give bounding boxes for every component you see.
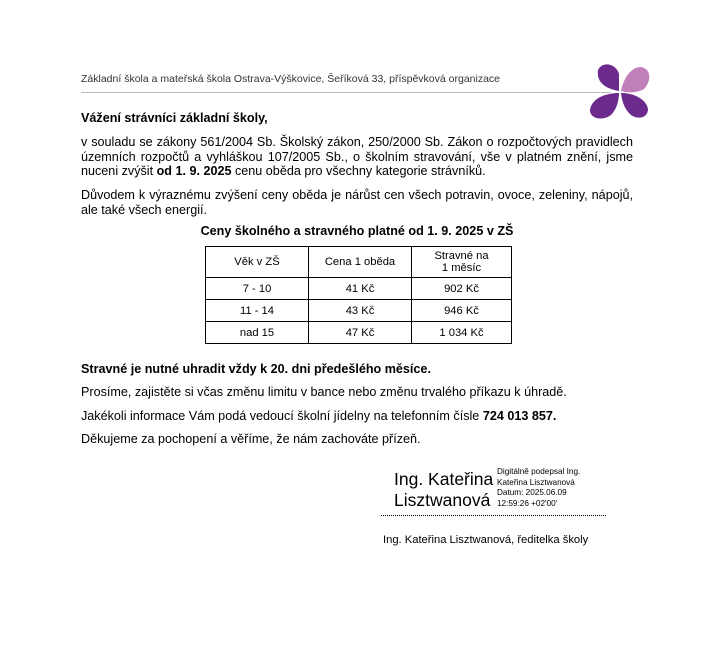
header-monthly-line1: Stravné na (434, 250, 489, 262)
header-monthly-line2: 1 měsíc (441, 262, 482, 274)
cell-monthly-fee: 946 Kč (412, 300, 512, 322)
paragraph-reason: Důvodem k výraznému zvýšení ceny oběda je nárůst cen všech potravin, ovoce, zeleniny, nápojů, ale také všech energií. (81, 188, 633, 217)
cell-lunch-price: 47 Kč (309, 322, 412, 344)
cell-monthly-fee: 1 034 Kč (412, 322, 512, 344)
cell-monthly-fee: 902 Kč (412, 278, 512, 300)
cell-age: 7 - 10 (206, 278, 309, 300)
table-header-row (206, 247, 512, 278)
paragraph-contact (81, 409, 633, 424)
table-row (206, 300, 512, 322)
price-table-title: Ceny školného a stravného platné od 1. 9. 2025 v ZŠ (200, 224, 514, 238)
paragraph-thanks: Děkujeme za pochopení a věříme, že nám zachováte přízeň. (81, 432, 421, 446)
digital-signature-details (497, 467, 580, 509)
signature-meta-date: Datum: 2025.06.09 (497, 488, 567, 497)
signature-dotted-line (381, 515, 606, 516)
paragraph-legal-end: cenu oběda pro všechny kategorie strávníků. (231, 164, 486, 178)
header-divider (81, 92, 611, 93)
school-header: Základní škola a mateřská škola Ostrava-Výškovice, Šeříková 33, příspěvková organizace (81, 73, 501, 85)
effective-date: od 1. 9. 2025 (156, 164, 232, 178)
cell-age: nad 15 (206, 322, 309, 344)
paragraph-legal-text: v souladu se zákony 561/2004 Sb. Školský zákon, 250/2000 Sb. Zákon o rozpočtových pravidlech územních rozpočtů a vyhláškou 107/2005 Sb., o školním stravování, vše v platném znění, jsme nuceni zvýšit (81, 135, 633, 178)
digital-signature-name (394, 469, 493, 511)
paragraph-legal-basis (81, 135, 633, 179)
price-table (205, 246, 512, 344)
contact-text: Jakékoli informace Vám podá vedoucí školní jídelny na telefonním čísle (81, 409, 483, 423)
signature-name-line2: Lisztwanová (394, 490, 491, 510)
header-lunch-price: Cena 1 oběda (309, 247, 412, 278)
cell-lunch-price: 43 Kč (309, 300, 412, 322)
signature-meta-time: 12:59:26 +02'00' (497, 498, 558, 508)
signature-name-line1: Ing. Kateřina (394, 469, 494, 489)
payment-deadline-notice: Stravné je nutné uhradit vždy k 20. dni předešlého měsíce. (81, 362, 431, 376)
paragraph-bank-limit: Prosíme, zajistěte si včas změnu limitu v bance nebo změnu trvalého příkazu k úhradě. (81, 385, 567, 399)
header-age: Věk v ZŠ (206, 247, 309, 278)
phone-number: 724 013 857. (482, 409, 557, 423)
cell-lunch-price: 41 Kč (309, 278, 412, 300)
header-monthly-fee (412, 247, 512, 278)
cell-age: 11 - 14 (206, 300, 309, 322)
table-row (206, 322, 512, 344)
signature-meta-line2: Kateřina Lisztwanová (497, 477, 575, 487)
letter-greeting: Vážení strávníci základní školy, (81, 111, 268, 125)
signature-caption: Ing. Kateřina Lisztwanová, ředitelka školy (383, 534, 589, 546)
signature-meta-line1: Digitálně podepsal Ing. (497, 467, 581, 476)
table-row (206, 278, 512, 300)
